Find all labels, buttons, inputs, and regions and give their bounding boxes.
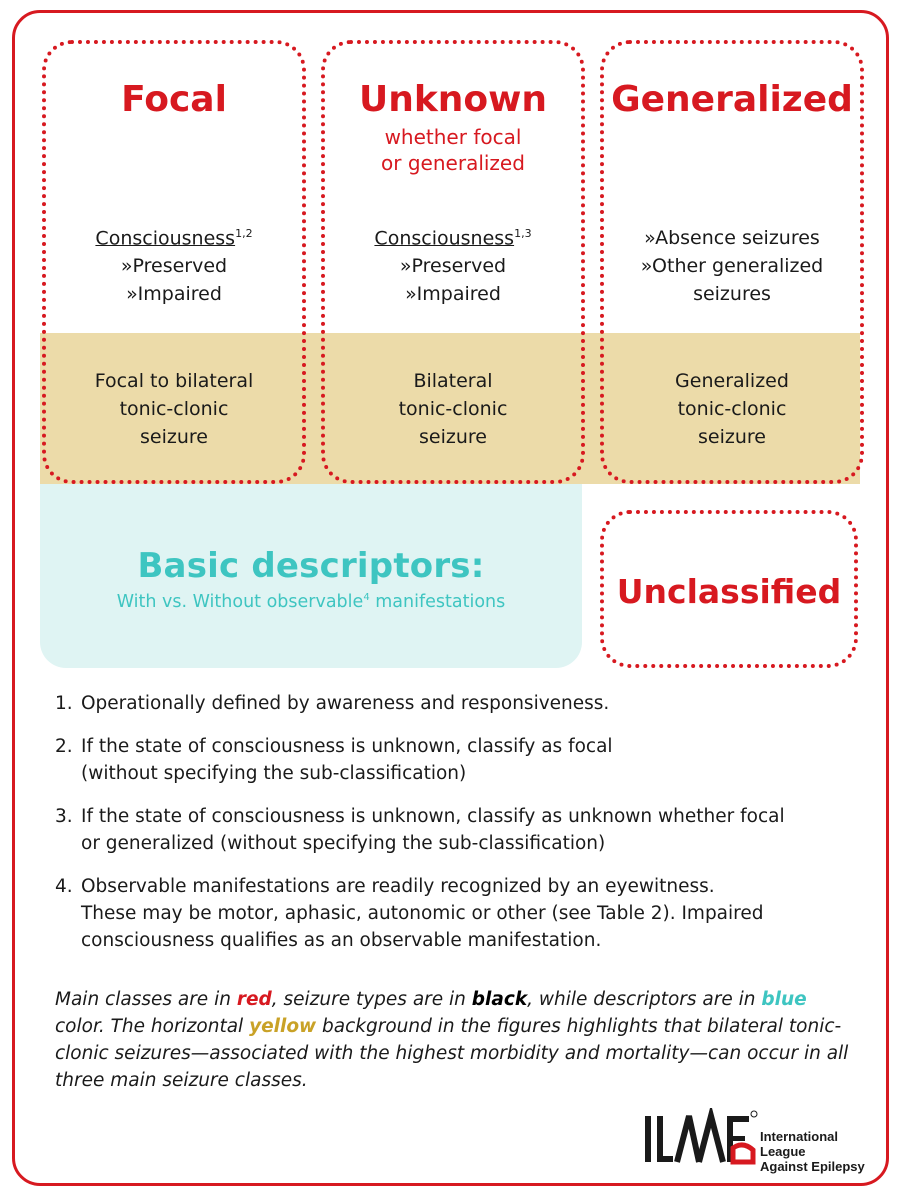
ilae-logo-mark-icon: [643, 1108, 758, 1166]
focal-class-box: [42, 40, 306, 484]
footnote-3: 3. If the state of consciousness is unknown, classify as unknown whether focal or generalized (without specifying the sub-classification): [55, 806, 785, 854]
descriptors-subtitle: With vs. Without observable$^4$ manifestations: [116, 592, 506, 612]
descriptors-title: Basic descriptors:: [137, 546, 485, 586]
generalized-class-box: [600, 40, 864, 484]
generalized-seizure-types: »Absence seizures »Other generalized seizures: [640, 227, 824, 305]
unknown-class-box: [321, 40, 585, 484]
focal-bilateral-seizure: Focal to bilateral tonic-clonic seizure: [94, 370, 254, 448]
color-legend-paragraph: Main classes are in red, seizure types are in black, while descriptors are in blue color. The horizontal yellow background in the figures highlights that bilateral tonic-clonic seizures—associated with the highest morbidity and mortality—can occur in all three main seizure classes.: [55, 989, 849, 1091]
basic-descriptors-panel: [40, 484, 582, 668]
ilae-logo: [643, 1108, 873, 1174]
footnote-1: 1. Operationally defined by awareness and responsiveness.: [55, 693, 610, 714]
unknown-consciousness: Consciousness$^{1,3}$ »Preserved »Impaired: [374, 227, 532, 306]
generalized-bilateral-seizure: Generalized tonic-clonic seizure: [675, 370, 789, 448]
unknown-title: Unknown: [358, 79, 548, 120]
footnote-2: 2. If the state of consciousness is unknown, classify as focal (without specifying the sub-classification): [55, 736, 613, 784]
generalized-title: Generalized: [611, 79, 853, 120]
unknown-subtitle: whether focal or generalized: [381, 125, 525, 175]
footnotes: [55, 690, 855, 970]
unclassified-title: Unclassified: [616, 572, 842, 611]
focal-title: Focal: [121, 79, 227, 120]
focal-consciousness: Consciousness$^{1,2}$ »Preserved »Impaired: [95, 227, 253, 306]
footnote-4: 4. Observable manifestations are readily recognized by an eyewitness. These may be motor, aphasic, autonomic or other (see Table 2). Impaired consciousness qualifies as an observable manifestation.: [55, 876, 764, 951]
ilae-logo-text: International League Against Epilepsy: [760, 1129, 865, 1174]
unknown-bilateral-seizure: Bilateral tonic-clonic seizure: [398, 370, 508, 448]
unclassified-class-box: [600, 510, 858, 668]
